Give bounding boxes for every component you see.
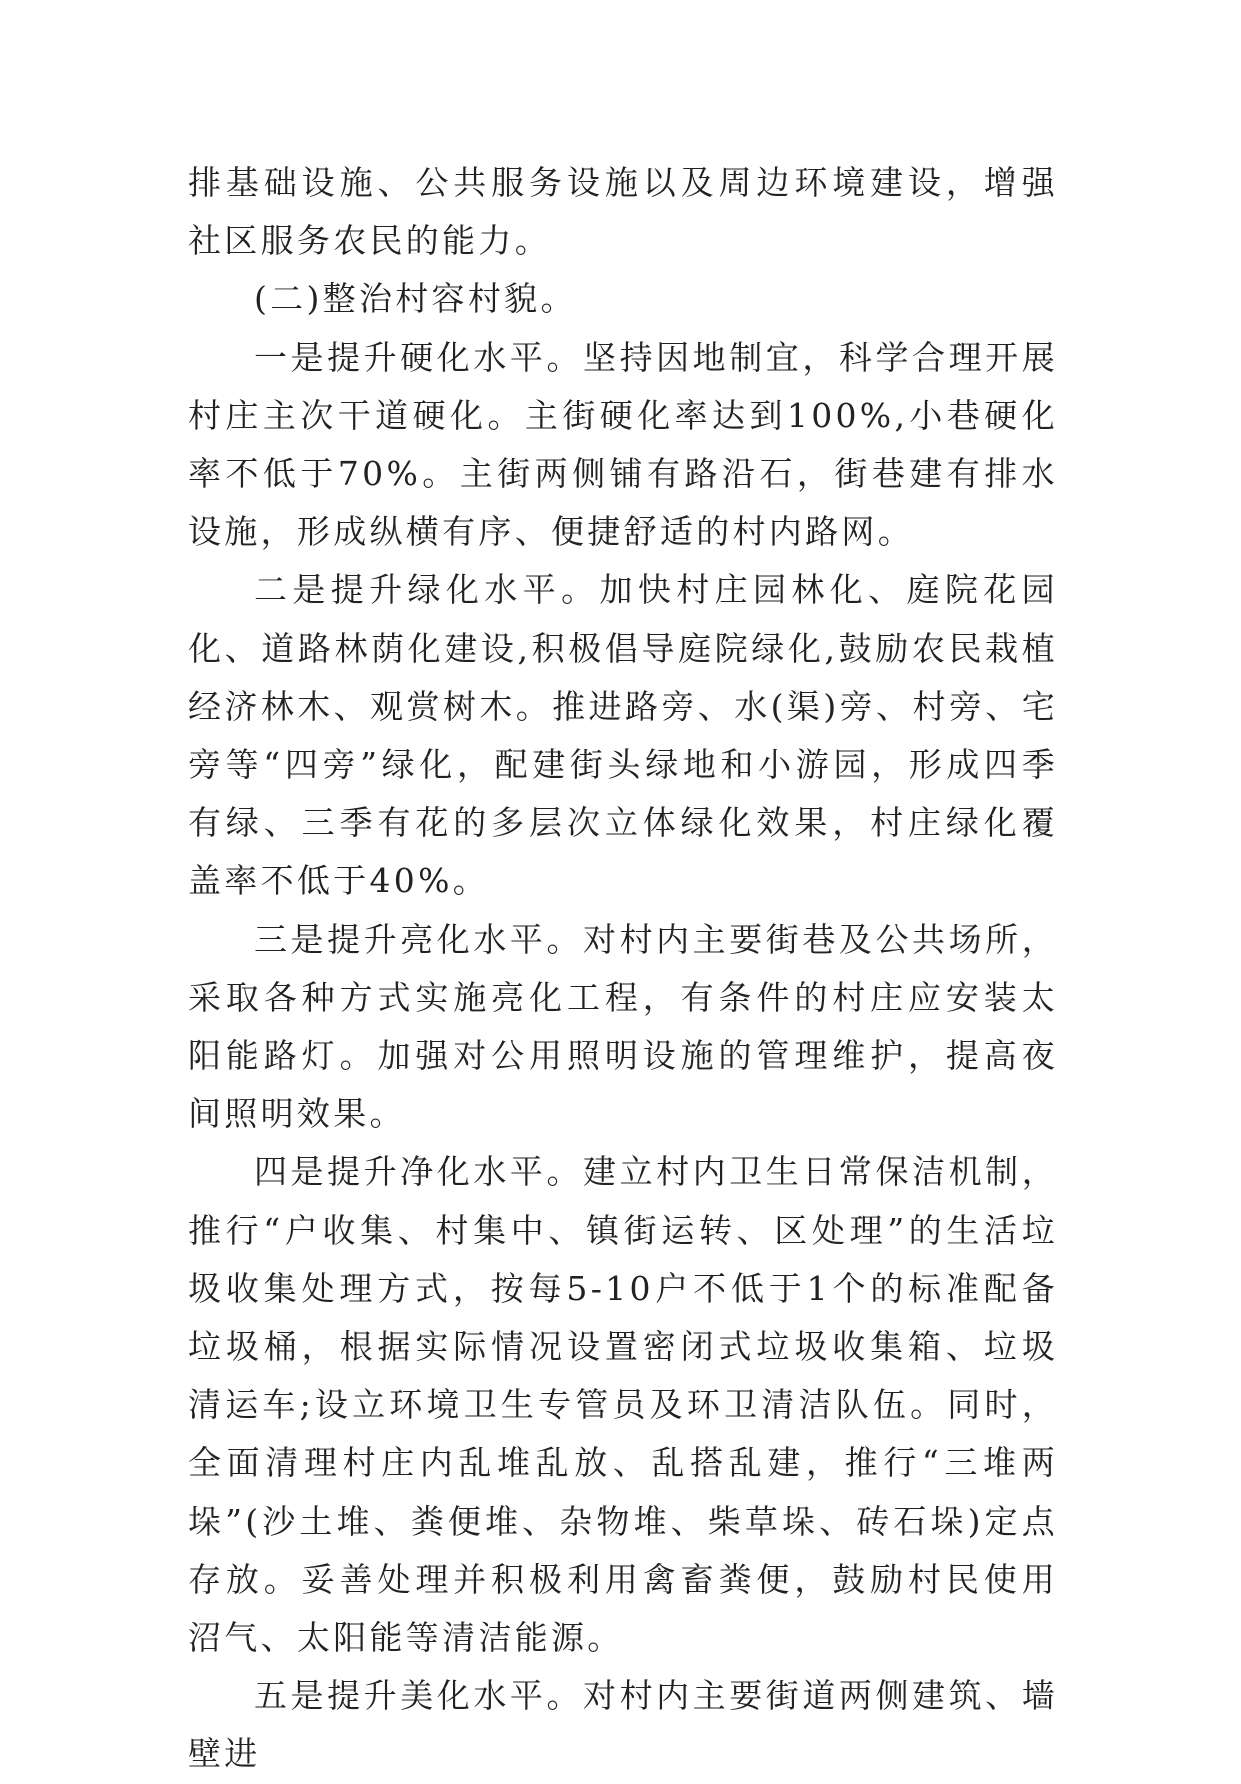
section-heading: (二)整治村容村貌。	[254, 279, 577, 319]
paragraph-lighting: 三是提升亮化水平。对村内主要街巷及公共场所，采取各种方式实施亮化工程，有条件的村庄应安装太阳能路灯。加强对公用照明设施的管理维护，提高夜间照明效果。	[188, 919, 1058, 1134]
paragraph-beautifying: 五是提升美化水平。对村内主要街道两侧建筑、墙壁进	[188, 1676, 1058, 1774]
paragraph-continuation: 排基础设施、公共服务设施以及周边环境建设，增强社区服务农民的能力。	[188, 163, 1058, 261]
document-body	[188, 154, 1058, 1784]
paragraph-hardening: 一是提升硬化水平。坚持因地制宜，科学合理开展村庄主次干道硬化。主街硬化率达到100%,小巷硬化率不低于70%。主街两侧铺有路沿石，街巷建有排水设施，形成纵横有序、便捷舒适的村内路网。	[188, 337, 1058, 552]
paragraph-greening: 二是提升绿化水平。加快村庄园林化、庭院花园化、道路林荫化建设,积极倡导庭院绿化,鼓励农民栽植经济林木、观赏树木。推进路旁、水(渠)旁、村旁、宅旁等“四旁”绿化，配建街头绿地和小游园，形成四季有绿、三季有花的多层次立体绿化效果，村庄绿化覆盖率不低于40%。	[188, 570, 1058, 901]
paragraph-cleaning: 四是提升净化水平。建立村内卫生日常保洁机制，推行“户收集、村集中、镇街运转、区处理”的生活垃圾收集处理方式，按每5-10户不低于1个的标准配备垃圾桶，根据实际情况设置密闭式垃圾收集箱、垃圾清运车;设立环境卫生专管员及环卫清洁队伍。同时，全面清理村庄内乱堆乱放、乱搭乱建，推行“三堆两垛”(沙土堆、粪便堆、杂物堆、柴草垛、砖石垛)定点存放。妥善处理并积极利用禽畜粪便，鼓励村民使用沼气、太阳能等清洁能源。	[188, 1152, 1058, 1658]
